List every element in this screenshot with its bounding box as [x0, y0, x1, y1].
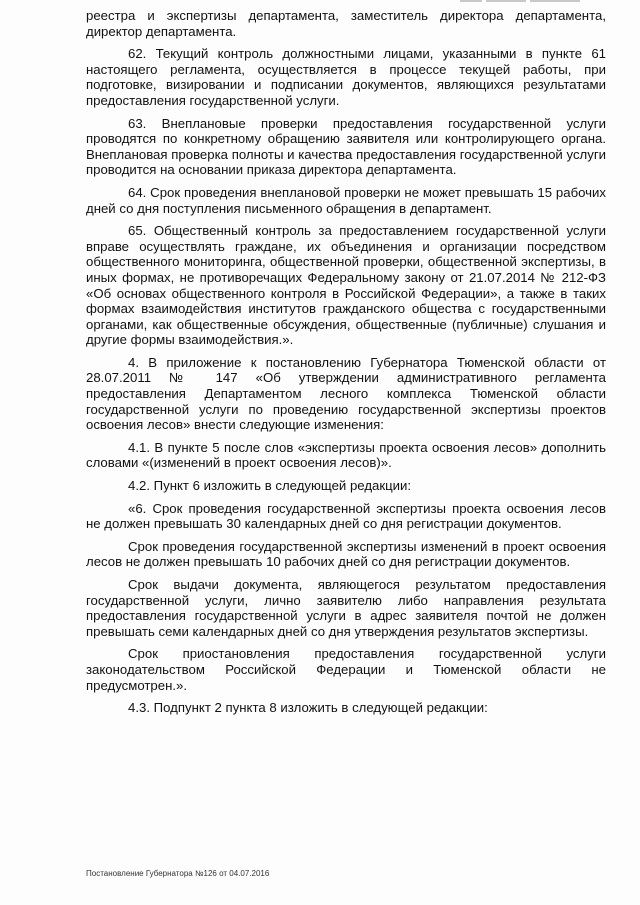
paragraph-continuation: реестра и экспертизы департамента, заместитель директора департамента, директор департамента. [86, 8, 606, 39]
scan-edge-mark [460, 0, 610, 4]
paragraph-quote-issuance: Срок выдачи документа, являющегося результатом предоставления государственной услуги, лично заявителю либо направления результата предоставления государственной услуги в адрес заявителя почтой не должен превышать семи календарных дней со дня утверждения результатов экспертизы. [86, 577, 606, 639]
paragraph-62: 62. Текущий контроль должностными лицами, указанными в пункте 61 настоящего регламента, осуществляется в процессе текущей работы, при подготовке, визировании и подписании документов, являющихся результатами предоставления государственной услуги. [86, 46, 606, 108]
paragraph-65: 65. Общественный контроль за предоставлением государственной услуги вправе осуществлять граждане, их объединения и организации посредством общественного мониторинга, общественной проверки, общественной экспертизы, в иных формах, не противоречащих Федеральному закону от 21.07.2014 № 212-ФЗ «Об основах общественного контроля в Российской Федерации», а также в таких формах взаимодействия институтов гражданского общества с государственными органами, как общественные обсуждения, общественные (публичные) слушания и другие формы взаимодействия.». [86, 223, 606, 348]
paragraph-4: 4. В приложение к постановлению Губернатора Тюменской области от 28.07.2011 № 147 «Об утверждении административного регламента предоставления Департаментом лесного комплекса Тюменской области государственной услуги по проведению государственной экспертизы проектов освоения лесов» внести следующие изменения: [86, 354, 606, 433]
paragraph-quote-suspension: Срок приостановления предоставления государственной услуги законодательством Российской Федерации и Тюменской области не предусмотрен.». [86, 646, 606, 693]
paragraph-quote-changes: Срок проведения государственной экспертизы изменений в проект освоения лесов не должен превышать 10 рабочих дней со дня регистрации документов. [86, 538, 606, 570]
paragraph-64: 64. Срок проведения внеплановой проверки не может превышать 15 рабочих дней со дня поступления письменного обращения в департамент. [86, 184, 606, 216]
paragraph-4-3: 4.3. Подпункт 2 пункта 8 изложить в следующей редакции: [128, 700, 488, 716]
paragraph-4-1: 4.1. В пункте 5 после слов «экспертизы проекта освоения лесов» дополнить словами «(изменений в проект освоения лесов)». [86, 439, 606, 471]
paragraph-quote-6: «6. Срок проведения государственной экспертизы проекта освоения лесов не должен превышать 30 календарных дней со дня регистрации документов. [86, 500, 606, 532]
paragraph-63: 63. Внеплановые проверки предоставления государственной услуги проводятся по конкретному обращению заявителя или контролирующего органа. Внеплановая проверка полноты и качества предоставления государственной услуги проводится на основании приказа директора департамента. [86, 115, 606, 178]
page-footer: Постановление Губернатора №126 от 04.07.2016 [86, 869, 270, 878]
paragraph-4-2: 4.2. Пункт 6 изложить в следующей редакции: [128, 478, 412, 494]
document-body [86, 8, 606, 723]
